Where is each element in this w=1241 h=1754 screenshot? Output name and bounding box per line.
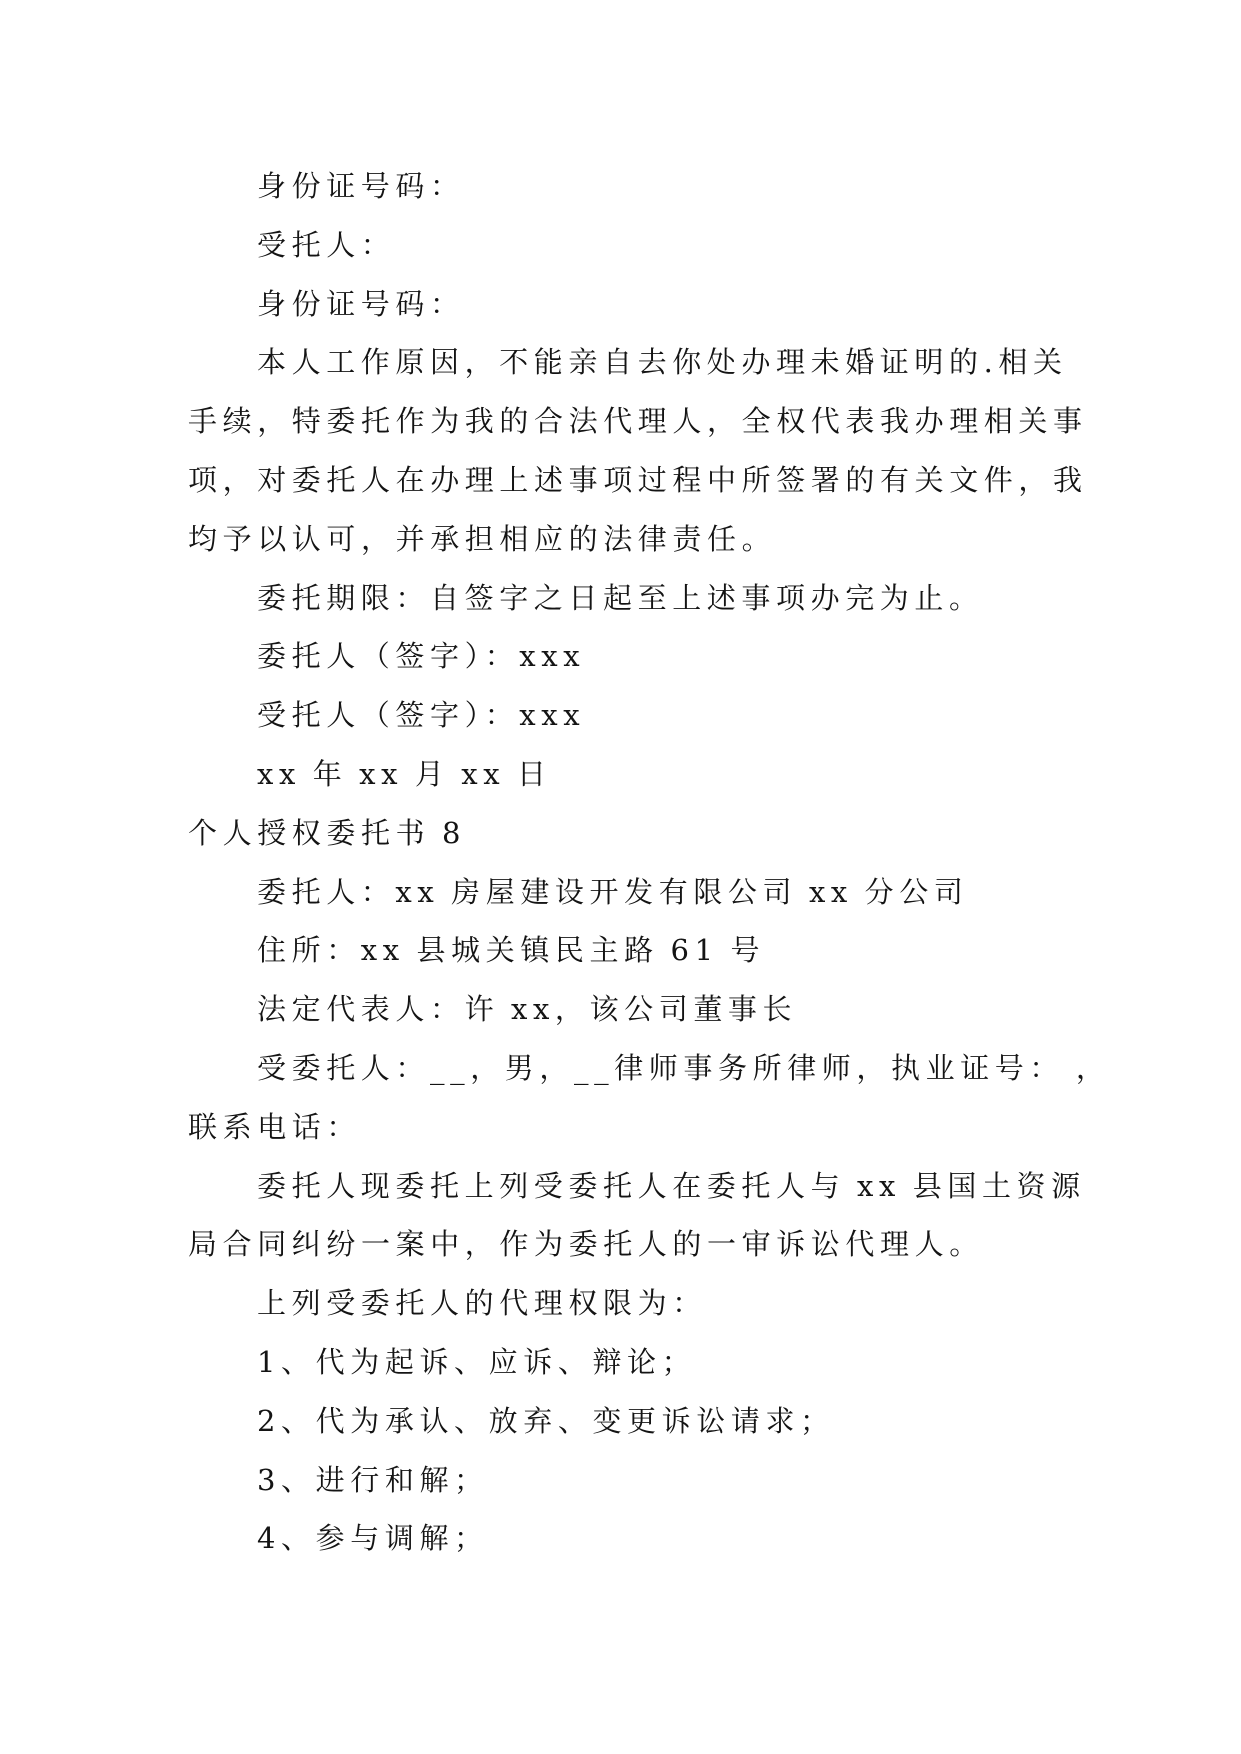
statement-line: 手续，特委托作为我的合法代理人，全权代表我办理相关事 (188, 404, 1088, 439)
authority-intro: 上列受委托人的代理权限为： (257, 1286, 707, 1321)
statement-line: 项，对委托人在办理上述事项过程中所签署的有关文件，我 (188, 462, 1088, 497)
address-line: 住所：xx 县城关镇民主路 61 号 (257, 933, 766, 968)
signature-date: xx 年 xx 月 xx 日 (257, 756, 552, 791)
agent-paragraph (188, 1039, 1111, 1157)
agent-line: 联系电话： (188, 1109, 362, 1144)
authority-item: 2、代为承认、放弃、变更诉讼请求； (257, 1403, 835, 1438)
principal-line: 委托人：xx 房屋建设开发有限公司 xx 分公司 (257, 874, 969, 909)
statement-line: 本人工作原因，不能亲自去你处办理未婚证明的.相关 (257, 345, 1068, 380)
statement-line: 均予以认可，并承担相应的法律责任。 (188, 521, 777, 556)
agent-signature: 受托人（签字）：xxx (257, 698, 586, 733)
authority-list (188, 1333, 1053, 1568)
authority-item: 3、进行和解； (257, 1462, 489, 1497)
agent-label: 受托人： (257, 227, 396, 262)
entrustment-line: 委托人现委托上列受委托人在委托人与 xx 县国土资源 (257, 1168, 1086, 1203)
entrustment-line: 局合同纠纷一案中，作为委托人的一审诉讼代理人。 (188, 1227, 984, 1262)
statement-paragraph (188, 333, 1088, 568)
authority-item: 1、代为起诉、应诉、辩论； (257, 1344, 697, 1379)
entrustment-term: 委托期限：自签字之日起至上述事项办完为止。 (257, 580, 984, 615)
legal-representative-line: 法定代表人：许 xx，该公司董事长 (257, 992, 798, 1027)
entrustment-paragraph (188, 1157, 1086, 1275)
principal-id-label: 身份证号码： (257, 169, 465, 203)
authority-item: 4、参与调解； (257, 1521, 489, 1556)
agent-line: 受委托人：__，男，__律师事务所律师，执业证号： ， (257, 1050, 1111, 1085)
letter-title: 个人授权委托书 8 (188, 815, 467, 850)
agent-id-label: 身份证号码： (257, 286, 465, 321)
document-body (188, 157, 1111, 1568)
principal-signature: 委托人（签字）：xxx (257, 639, 586, 674)
